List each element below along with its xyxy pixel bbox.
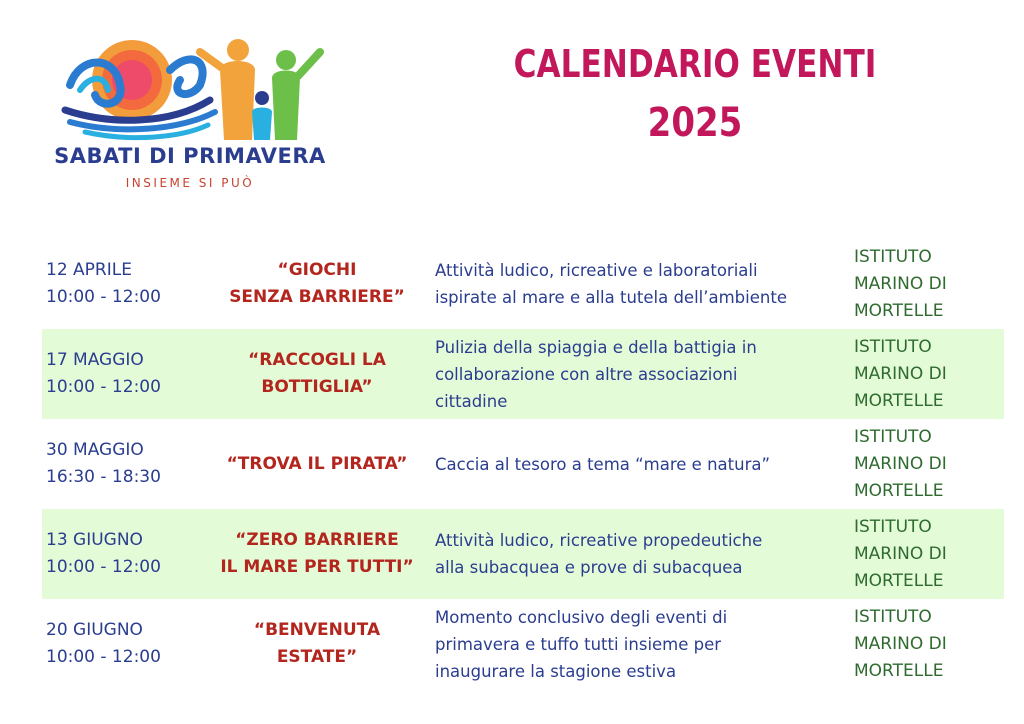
logo-subtitle: INSIEME SI PUÒ <box>125 176 255 190</box>
event-date: 17 MAGGIO <box>46 350 144 370</box>
event-description: Attività ludico, ricreative propedeutiche alla subacquea e prove di subacquea <box>435 531 763 577</box>
event-description: Caccia al tesoro a tema “mare e natura” <box>435 454 771 474</box>
event-title: “BENVENUTA ESTATE” <box>253 620 381 667</box>
event-row <box>42 239 1004 329</box>
event-description: Attività ludico, ricreative e laboratoriali ispirate al mare e alla tutela dell’ambiente <box>435 261 787 307</box>
event-row <box>42 419 1004 509</box>
event-location: ISTITUTO MARINO DI MORTELLE <box>854 516 947 591</box>
event-description: Momento conclusivo degli eventi di primavera e tuffo tutti insieme per inaugurare la stagione estiva <box>435 607 728 681</box>
event-time: 16:30 - 18:30 <box>46 467 161 487</box>
event-time: 10:00 - 12:00 <box>46 377 161 397</box>
event-row <box>42 599 1004 689</box>
event-time: 10:00 - 12:00 <box>46 557 161 577</box>
events-table <box>42 239 1004 689</box>
logo <box>40 30 340 200</box>
event-date: 13 GIUGNO <box>46 530 143 550</box>
event-description: Pulizia della spiaggia e della battigia in collaborazione con altre associazioni cittadine <box>435 337 757 411</box>
event-title: “RACCOGLI LA BOTTIGLIA” <box>248 350 386 397</box>
logo-title: SABATI DI PRIMAVERA <box>54 144 326 168</box>
event-date-cell <box>46 599 206 689</box>
logo-graphic <box>40 30 340 145</box>
event-date-cell <box>46 509 206 599</box>
event-date: 12 APRILE <box>46 260 132 280</box>
event-location: ISTITUTO MARINO DI MORTELLE <box>854 246 947 321</box>
event-date-cell <box>46 419 206 509</box>
event-title: “TROVA IL PIRATA” <box>226 453 408 474</box>
event-time: 10:00 - 12:00 <box>46 287 161 307</box>
event-row <box>42 509 1004 599</box>
event-date: 20 GIUGNO <box>46 620 143 640</box>
event-date-cell <box>46 329 206 419</box>
event-title: “GIOCHI SENZA BARRIERE” <box>229 260 405 307</box>
event-location: ISTITUTO MARINO DI MORTELLE <box>854 426 947 501</box>
event-location: ISTITUTO MARINO DI MORTELLE <box>854 336 947 411</box>
event-location: ISTITUTO MARINO DI MORTELLE <box>854 606 947 681</box>
page-year: 2025 <box>647 100 743 146</box>
event-date-cell <box>46 239 206 329</box>
event-date: 30 MAGGIO <box>46 440 144 460</box>
event-time: 10:00 - 12:00 <box>46 647 161 667</box>
event-title: “ZERO BARRIERE IL MARE PER TUTTI” <box>220 530 414 577</box>
event-row <box>42 329 1004 419</box>
page-title: CALENDARIO EVENTI <box>513 42 877 86</box>
